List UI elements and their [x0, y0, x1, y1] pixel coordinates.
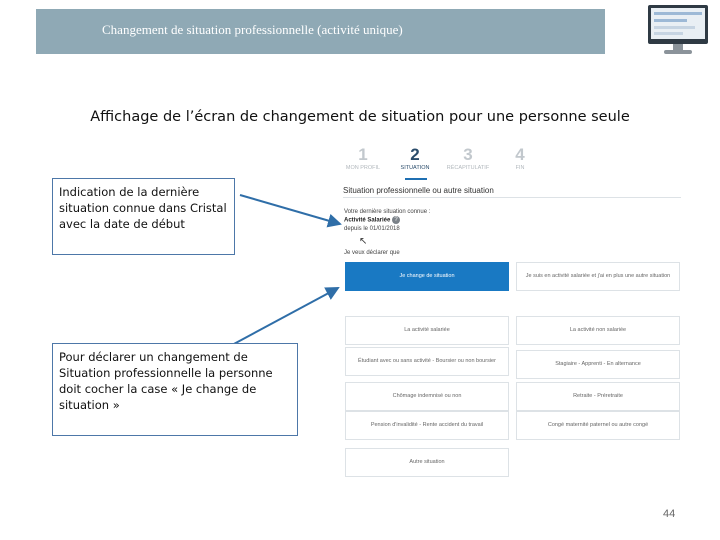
step-number: 3 [463, 145, 473, 164]
slide-title: Changement de situation professionnelle (activité unique) [102, 22, 403, 37]
option-label: La activité non salariée [569, 327, 627, 333]
step-number: 2 [410, 145, 420, 164]
option-label: La activité salariée [404, 327, 450, 333]
option-label: Je change de situation [399, 273, 455, 279]
callout-text: Pour déclarer un changement de Situation professionnelle la personne doit cocher la case « Je change de situation » [59, 350, 273, 412]
arrow-to-last-situation [240, 195, 340, 224]
last-known-value: Activité Salariée [344, 217, 391, 224]
arrow-to-change-button [232, 288, 338, 345]
option-label: Je suis en activité salariée et j'ai en plus une autre situation [525, 273, 671, 279]
step-label: FIN [515, 165, 525, 171]
step-label: MON PROFIL [345, 165, 381, 171]
step-number: 4 [515, 145, 525, 164]
step-label: SITUATION [400, 165, 430, 171]
callout-text: Indication de la dernière situation connue dans Cristal avec la date de début [59, 185, 227, 231]
step-number: 1 [358, 145, 368, 164]
last-known-date: depuis le 01/01/2018 [344, 225, 400, 232]
option-label: Chômage indemnisé ou non [392, 393, 462, 399]
option-label: Retraite - Préretraite [573, 393, 623, 399]
cursor-icon: ↖ [359, 236, 368, 247]
callout-change-situation [52, 343, 298, 436]
callout-last-situation [52, 178, 235, 255]
help-icon[interactable]: ? [392, 216, 400, 224]
situation-title: Situation professionnelle ou autre situation [343, 186, 494, 195]
option-label: Étudiant avec ou sans activité - Boursier ou non boursier [358, 358, 496, 364]
option-label: Autre situation [409, 459, 445, 465]
option-label: Pension d'invalidité - Rente accident du travail [370, 422, 484, 428]
slide-subtitle: Affichage de l’écran de changement de situation pour une personne seule [90, 109, 630, 125]
declare-label: Je veux déclarer que [344, 250, 400, 256]
option-label: Stagiaire - Apprenti - En alternance [555, 361, 641, 367]
last-known-label: Votre dernière situation connue : [344, 209, 431, 215]
option-label: Congé maternité paternel ou autre congé [547, 422, 649, 428]
page-number: 44 [663, 508, 676, 520]
step-label: RÉCAPITULATIF [446, 165, 490, 171]
